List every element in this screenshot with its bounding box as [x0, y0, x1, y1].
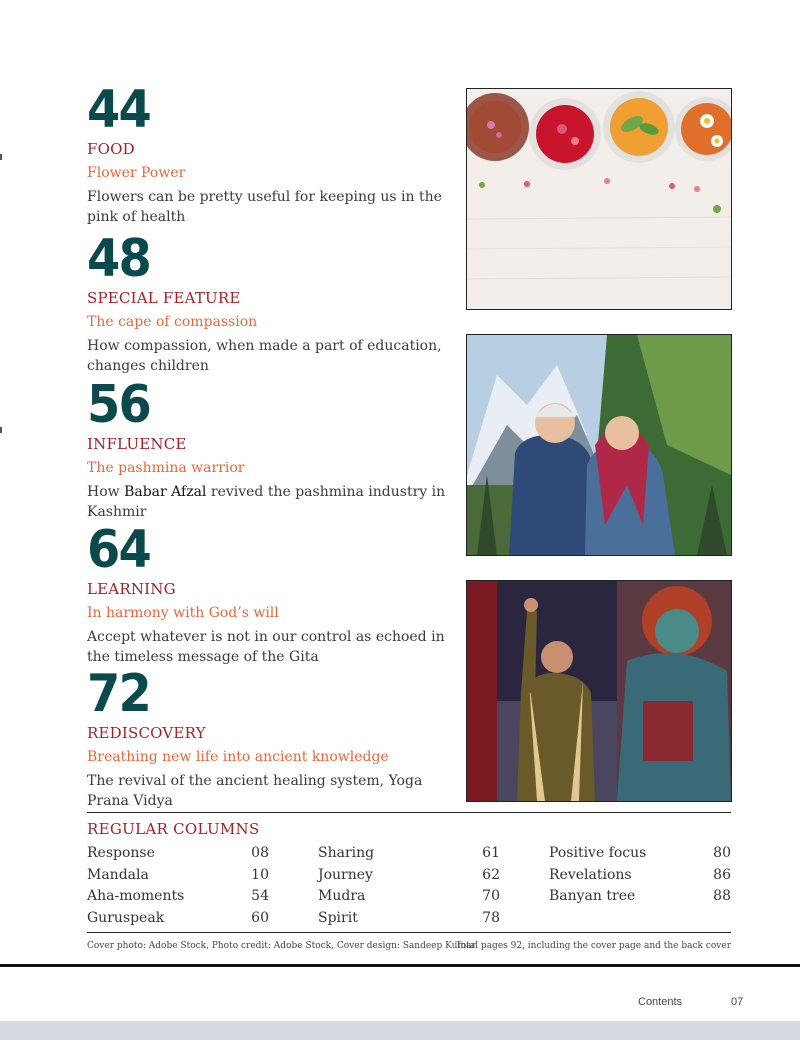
article-learning[interactable] [87, 520, 452, 667]
column-name: Revelations [549, 866, 632, 883]
list-item[interactable] [318, 908, 500, 930]
article-description: Accept whatever is not in our control as echoed in the timeless message of the Gita [87, 629, 445, 665]
credits-divider [87, 932, 731, 933]
article-title[interactable]: The pashmina warrior [87, 460, 245, 476]
edge-mark [0, 427, 2, 433]
article-description [87, 482, 452, 522]
column-page: 60 [251, 909, 269, 926]
column-page: 10 [251, 866, 269, 883]
flower-tea-photo [466, 88, 732, 310]
regular-columns-list-3 [549, 843, 731, 908]
column-name: Journey [318, 866, 373, 883]
column-page: 61 [482, 845, 500, 861]
article-influence[interactable] [87, 375, 452, 522]
list-item[interactable] [87, 865, 269, 887]
list-item[interactable] [549, 843, 731, 865]
person-name: Babar Afzal [124, 484, 207, 500]
couple-mountain-photo [466, 334, 732, 556]
article-category: REDISCOVERY [87, 724, 206, 742]
column-name: Sharing [318, 845, 375, 861]
footer-divider [0, 964, 800, 967]
page-number: 64 [87, 520, 150, 580]
section-divider [87, 812, 731, 813]
list-item[interactable] [318, 865, 500, 887]
column-name: Banyan tree [549, 888, 636, 904]
page-count-note: Total pages 92, including the cover page and the back cover [455, 941, 731, 951]
column-name: Spirit [318, 909, 358, 926]
article-food[interactable] [87, 80, 452, 227]
column-page: 80 [713, 845, 731, 861]
list-item[interactable] [549, 886, 731, 908]
column-page: 62 [482, 866, 500, 883]
list-item[interactable] [318, 843, 500, 865]
column-page: 88 [713, 888, 731, 904]
footer-page-number: 07 [731, 996, 744, 1008]
article-category: INFLUENCE [87, 435, 187, 453]
column-page: 86 [713, 866, 731, 883]
column-name: Positive focus [549, 845, 647, 861]
page-number: 44 [87, 80, 150, 140]
column-page: 70 [482, 888, 500, 904]
regular-columns-list-1 [87, 843, 269, 929]
page-number: 56 [87, 375, 150, 435]
article-category: LEARNING [87, 580, 176, 598]
article-description: How compassion, when made a part of education, changes children [87, 338, 442, 374]
cover-credits: Cover photo: Adobe Stock, Photo credit: Adobe Stock, Cover design: Sandeep Kumar [87, 941, 476, 951]
article-description: Flowers can be pretty useful for keeping us in the pink of health [87, 189, 442, 225]
column-page: 08 [251, 845, 269, 861]
list-item[interactable] [318, 886, 500, 908]
regular-columns-heading: REGULAR COLUMNS [87, 820, 260, 838]
article-special-feature[interactable] [87, 229, 452, 376]
article-title[interactable]: Breathing new life into ancient knowledge [87, 749, 389, 765]
article-title[interactable]: The cape of compassion [87, 314, 258, 330]
page-number: 48 [87, 229, 150, 289]
regular-columns-list-2 [318, 843, 500, 929]
column-name: Mudra [318, 888, 366, 904]
description-prefix: How [87, 484, 125, 500]
column-name: Response [87, 845, 155, 861]
column-page: 78 [482, 909, 500, 926]
column-name: Mandala [87, 866, 149, 883]
footer-section-label: Contents [638, 996, 683, 1008]
list-item[interactable] [87, 886, 269, 908]
article-category: SPECIAL FEATURE [87, 289, 241, 307]
list-item[interactable] [87, 908, 269, 930]
list-item[interactable] [87, 843, 269, 865]
article-description: The revival of the ancient healing system, Yoga Prana Vidya [87, 773, 423, 809]
column-page: 54 [251, 888, 269, 904]
article-title[interactable]: Flower Power [87, 165, 186, 181]
edge-mark [0, 154, 2, 160]
list-item[interactable] [549, 865, 731, 887]
article-rediscovery[interactable] [87, 664, 452, 811]
bottom-band [0, 1021, 800, 1040]
article-category: FOOD [87, 140, 135, 158]
page-number: 72 [87, 664, 150, 724]
article-title[interactable]: In harmony with God’s will [87, 605, 279, 621]
speaker-stage-photo [466, 580, 732, 802]
column-name: Guruspeak [87, 909, 165, 926]
column-name: Aha-moments [87, 888, 185, 904]
description-suffix: revived the pashmina industry in Kashmir [87, 484, 446, 520]
